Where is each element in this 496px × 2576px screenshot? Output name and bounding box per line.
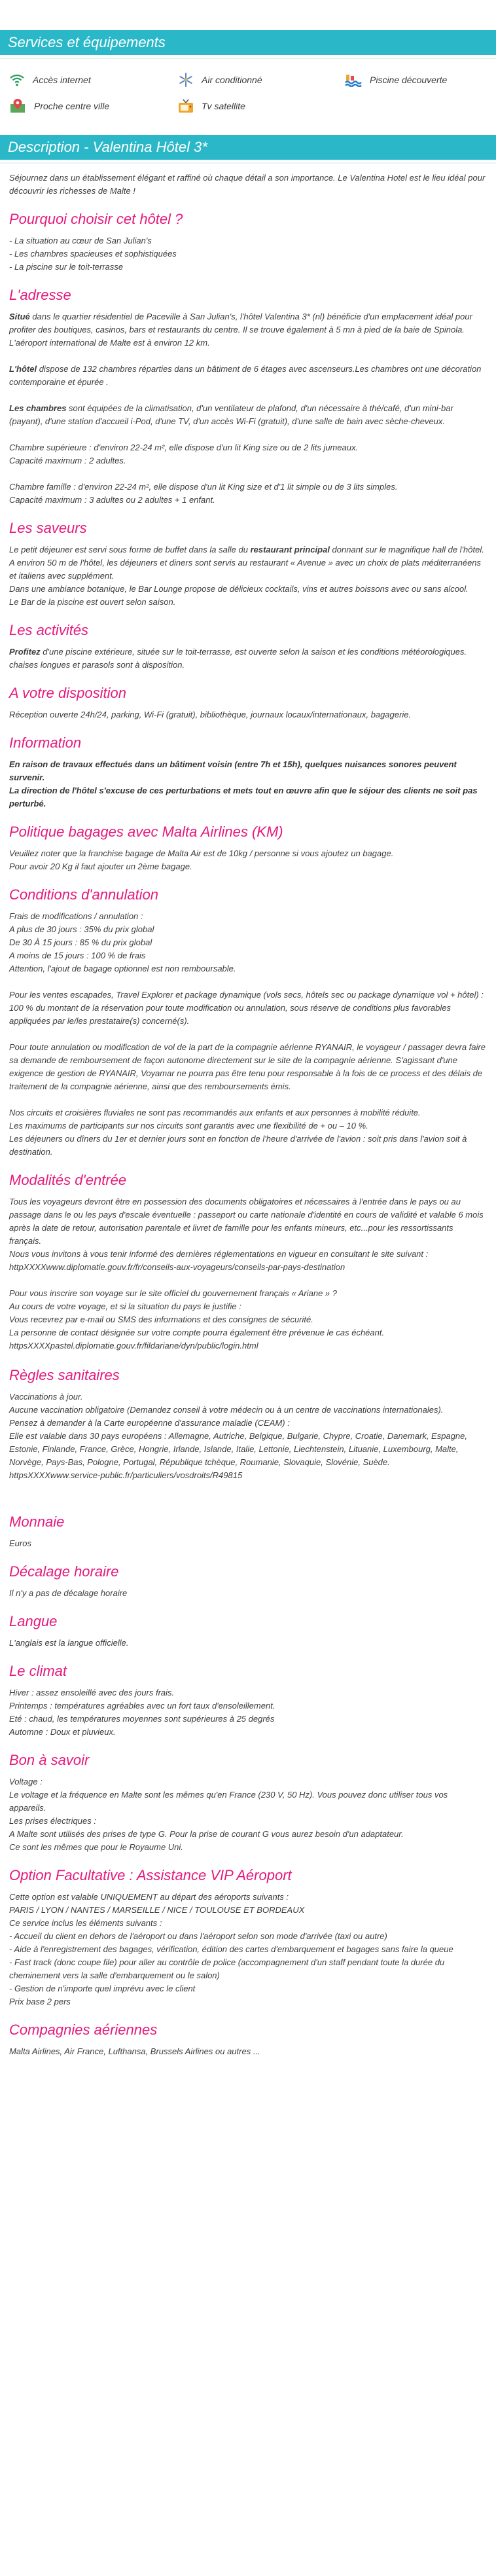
cancel-ryanair: Pour toute annulation ou modification de vol de la part de la compagnie aérienne RYANAIR, le voyageur / passager devra faire sa demande de remboursement de façon autonome directement sur le site de la compagnie aérienne. S'agissant d'une exigence de gestion de RYANAIR, Voyamar ne pourra pas être tenu pour responsable à la fois de ce process et des délais de traitement de la compagnie aérienne, ainsi que des remboursements émis. [9, 1042, 486, 1091]
amenity-city [0, 93, 169, 119]
cancel-meals: Les déjeuners ou dîners du 1er et dernier jours sont en fonction de l'heure d'arrivée de l'avion : soit pris dans l'avion soit à destination. [9, 1134, 467, 1157]
flavors-title: Les saveurs [9, 520, 87, 536]
flavors-dinner: A environ 50 m de l'hôtel, les déjeuners et diners sont servis au restaurant « Avenue » avec un choix de plats méditerranéens et italiens avec supplément. [9, 558, 482, 581]
know-line: Voltage : [9, 1777, 43, 1787]
flavors-pool-bar: Le Bar de la piscine est ouvert selon saison. [9, 597, 176, 607]
vip-line: Prix base 2 pers [9, 1997, 71, 2006]
entry-ariane-line: Vous recevrez par e-mail ou SMS des informations et des consignes de sécurité. [9, 1315, 313, 1324]
amenity-label: Piscine découverte [370, 75, 448, 85]
climate-title: Le climat [9, 1663, 67, 1679]
money-text: Euros [9, 1538, 31, 1548]
timezone-title: Décalage horaire [9, 1563, 119, 1580]
health-line: Pensez à demander à la Carte européenne d'assurance maladie (CEAM) : [9, 1418, 290, 1428]
address-rooms [9, 402, 487, 428]
health-link: httpsXXXXwww.service-public.fr/particuliers/vosdroits/R49815 [9, 1470, 243, 1480]
know-line: A Malte sont utilisés des prises de type G. Pour la prise de courant G vous aurez besoin d'un adaptateur. [9, 1829, 404, 1839]
service-title: A votre disposition [9, 685, 126, 701]
page [0, 30, 496, 2058]
text: d'une piscine extérieure, située sur le toit-terrasse, est ouverte selon la saison et les conditions météorologiques. chaises longues et parasols sont à disposition. [9, 647, 467, 670]
entry-title: Modalités d'entrée [9, 1172, 127, 1188]
health-line: Vaccinations à jour. [9, 1392, 83, 1402]
timezone-text: Il n'y a pas de décalage horaire [9, 1588, 128, 1598]
baggage-allowance: Veuillez noter que la franchise bagage de Malta Air est de 10kg / personne si vous ajoutez un bagage. [9, 848, 394, 858]
vip-line: - Aide à l'enregistrement des bagages, vérification, édition des cartes d'embarquement et bagages sans faire la queue [9, 1944, 453, 1954]
why-line: - La piscine sur le toit-terrasse [9, 262, 124, 272]
text: dans le quartier résidentiel de Paceville à San Julian's, l'hôtel Valentina 3* (nl) bénéficie d'un emplacement idéal pour profiter des boutiques, casinos, bars et restaurants du centre. Il se trouve également à 5 mn à pied de la baie de Spinola. [9, 312, 472, 335]
flavors-breakfast [9, 543, 487, 556]
description-intro: Séjournez dans un établissement élégant et raffiné où chaque détail a son importance. Le Valentina Hotel est le lieu idéal pour découvrir les richesses de Malte ! [9, 173, 486, 196]
cancel-line: A moins de 15 jours : 100 % de frais [9, 951, 146, 960]
climate-line: Printemps : températures agréables avec un fort taux d'ensoleillement. [9, 1701, 275, 1711]
amenity-label: Accès internet [33, 75, 91, 85]
vip-line: PARIS / LYON / NANTES / MARSEILLE / NICE / TOULOUSE ET BORDEAUX [9, 1905, 305, 1915]
climate-line: Automne : Doux et pluvieux. [9, 1727, 116, 1737]
wifi-icon [9, 73, 25, 86]
amenity-internet [0, 67, 169, 93]
room-superior-capacity: Capacité maximum : 2 adultes. [9, 456, 126, 465]
info-apology: La direction de l'hôtel s'excuse de ces perturbations et mets tout en œuvre afin que le séjour des clients ne soit pas perturbé. [9, 786, 478, 808]
amenity-label: Air conditionné [202, 75, 262, 85]
bold-text: Profitez [9, 647, 41, 657]
vip-line: - Gestion de n'importe quel imprévu avec le client [9, 1984, 196, 1993]
amenity-label: Tv satellite [202, 101, 245, 111]
entry-ariane-link: httpsXXXXpastel.diplomatie.gouv.fr/fildariane/dyn/public/login.html [9, 1341, 258, 1351]
why-line: - Les chambres spacieuses et sophistiquées [9, 249, 177, 259]
language-title: Langue [9, 1613, 58, 1629]
text: donnant sur le magnifique hall de l'hôtel. [329, 545, 484, 554]
text: sont équipées de la climatisation, d'un ventilateur de plafond, d'un nécessaire à thé/café, d'un mini-bar (payant), d'une station d'accueil i-Pod, d'une TV, d'un accès Wi-Fi (gratuit), d'une salle de bain avec sèche-cheveux. [9, 403, 453, 426]
text: Le petit déjeuner est servi sous forme de buffet dans la salle du [9, 545, 251, 554]
flavors-bar: Dans une ambiance botanique, le Bar Lounge propose de délicieux cocktails, vins et autres boissons avec ou sans alcool. [9, 584, 469, 594]
vip-line: - Accueil du client en dehors de l'aéroport ou dans l'aéroport selon son mode d'arrivée (taxi ou autre) [9, 1931, 387, 1941]
amenity-aircon [169, 67, 336, 93]
bold-text: L'hôtel [9, 364, 37, 374]
language-text: L'anglais est la langue officielle. [9, 1638, 129, 1648]
health-line: Aucune vaccination obligatoire (Demandez conseil à votre médecin ou à un centre de vaccinations internationales). [9, 1405, 444, 1415]
amenity-label: Proche centre ville [34, 101, 110, 111]
entry-regulations: Nous vous invitons à vous tenir informé des dernières réglementations en vigueur en consultant le site suivant : httpXXXXwww.diplomatie.gouv.fr/fr/conseils-aux-voyageurs/conseils-par-pays-destination [9, 1249, 429, 1272]
amenity-tv [169, 93, 336, 119]
room-superior: Chambre supérieure : d'environ 22-24 m², elle dispose d'un lit King size ou de 2 lits jumeaux. [9, 443, 359, 452]
vip-line: - Fast track (donc coupe file) pour aller au contrôle de police (accompagnement d'un staff pendant toute la durée du cheminement vers la salle d'embarquement ou le salon) [9, 1957, 445, 1980]
entry-ariane-line: Au cours de votre voyage, et si la situation du pays le justifie : [9, 1301, 241, 1311]
climate-line: Hiver : assez ensoleillé avec des jours frais. [9, 1688, 175, 1697]
entry-documents: Tous les voyageurs devront être en possession des documents obligatoires et nécessaires à l'entrée dans le pays ou au passage dans le ou les pays d'escale éventuelle : passeport ou carte nationale d'identité en cours de validité et valable 6 mois après la date de retour, autorisation parentale et livret de famille pour les enfants mineurs, etc...pour les ressortissants français. [9, 1197, 484, 1246]
baggage-title: Politique bagages avec Malta Airlines (KM) [9, 824, 283, 840]
address-airport: L'aéroport international de Malte est à environ 12 km. [9, 338, 210, 348]
services-header: Services et équipements [0, 30, 496, 58]
health-title: Règles sanitaires [9, 1367, 120, 1383]
text: dispose de 132 chambres réparties dans un bâtiment de 6 étages avec ascenseurs.Les chambres ont une décoration contemporaine et épurée . [9, 364, 482, 387]
vip-title: Option Facultative : Assistance VIP Aéroport [9, 1867, 292, 1883]
baggage-extra: Pour avoir 20 Kg il faut ajouter un 2ème bagage. [9, 862, 192, 871]
address-title: L'adresse [9, 287, 71, 303]
bold-text: Les chambres [9, 403, 67, 413]
cancel-title: Conditions d'annulation [9, 886, 159, 903]
room-family: Chambre famille : d'environ 22-24 m², elle dispose d'un lit King size et d'1 lit simple ou de 3 lits simples. [9, 482, 398, 492]
airlines-text: Malta Airlines, Air France, Lufthansa, Brussels Airlines ou autres ... [9, 2046, 260, 2056]
info-works: En raison de travaux effectués dans un bâtiment voisin (entre 7h et 15h), quelques nuisances sonores peuvent survenir. [9, 759, 457, 782]
description-content [0, 172, 496, 2058]
address-hotel [9, 363, 487, 389]
info-title: Information [9, 735, 82, 751]
why-title: Pourquoi choisir cet hôtel ? [9, 211, 183, 227]
cancel-packages: Pour les ventes escapades, Travel Explorer et package dynamique (vols secs, hôtels sec ou package dynamique vol + hôtel) : 100 % du montant de la réservation pour toute modification ou annulation, sous réserve de conditions plus favorables appliquées par le/les prestataire(s) concerné(s). [9, 990, 484, 1026]
entry-ariane: Pour vous inscrire son voyage sur le site officiel du gouvernement français « Ariane » ? [9, 1288, 338, 1298]
cancel-line: Frais de modifications / annulation : [9, 911, 143, 921]
know-line: Les prises électriques : [9, 1816, 96, 1826]
money-title: Monnaie [9, 1514, 65, 1530]
address-location [9, 310, 487, 336]
know-line: Le voltage et la fréquence en Malte sont les mêmes qu'en France (230 V, 50 Hz). Vous pouvez donc utiliser tous vos appareils. [9, 1790, 448, 1813]
amenities-list [0, 58, 496, 119]
cancel-line: Attention, l'ajout de bagage optionnel est non remboursable. [9, 964, 236, 973]
entry-ariane-line: La personne de contact désignée sur votre compte pourra également être prévenue le cas échéant. [9, 1328, 385, 1337]
cancel-circuits: Nos circuits et croisières fluviales ne sont pas recommandés aux enfants et aux personnes à mobilité réduite. [9, 1108, 421, 1117]
bold-text: restaurant principal [250, 545, 330, 554]
vip-line: Ce service inclus les éléments suivants : [9, 1918, 162, 1928]
map-pin-icon [9, 98, 26, 114]
activities-text [9, 645, 487, 672]
bold-text: Situé [9, 312, 30, 321]
climate-line: Eté : chaud, les températures moyennes sont supérieures à 25 degrés [9, 1714, 275, 1724]
amenity-pool [336, 67, 496, 93]
pool-icon [345, 73, 362, 87]
why-line: - La situation au cœur de San Julian's [9, 236, 152, 245]
tv-icon [178, 99, 194, 113]
cancel-line: A plus de 30 jours : 35% du prix global [9, 924, 154, 934]
room-family-capacity: Capacité maximum : 3 adultes ou 2 adultes + 1 enfant. [9, 495, 215, 505]
know-title: Bon à savoir [9, 1752, 90, 1768]
service-text: Réception ouverte 24h/24, parking, Wi-Fi (gratuit), bibliothèque, journaux locaux/internationaux, bagagerie. [9, 710, 412, 719]
cancel-line: De 30 À 15 jours : 85 % du prix global [9, 937, 152, 947]
cancel-participants: Les maximums de participants sur nos circuits sont garantis avec une flexibilité de + ou – 10 %. [9, 1121, 368, 1131]
vip-line: Cette option est valable UNIQUEMENT au départ des aéroports suivants : [9, 1892, 289, 1902]
health-countries: Elle est valable dans 30 pays européens : Allemagne, Autriche, Belgique, Bulgarie, Chypre, Croatie, Danemark, Espagne, Estonie, Finlande, France, Grèce, Hongrie, Irlande, Islande, Italie, Lettonie, Liechtenstein, Lituanie, Luxembourg, Malte, Norvège, Pays-Bas, Pologne, Portugal, République tchèque, Roumanie, Slovaquie, Slovénie, Suède. [9, 1431, 467, 1467]
activities-title: Les activités [9, 622, 89, 638]
know-line: Ce sont les mêmes que pour le Royaume Uni. [9, 1842, 183, 1852]
description-header: Description - Valentina Hôtel 3* [0, 135, 496, 162]
snowflake-icon [178, 72, 194, 88]
airlines-title: Compagnies aériennes [9, 2022, 158, 2038]
